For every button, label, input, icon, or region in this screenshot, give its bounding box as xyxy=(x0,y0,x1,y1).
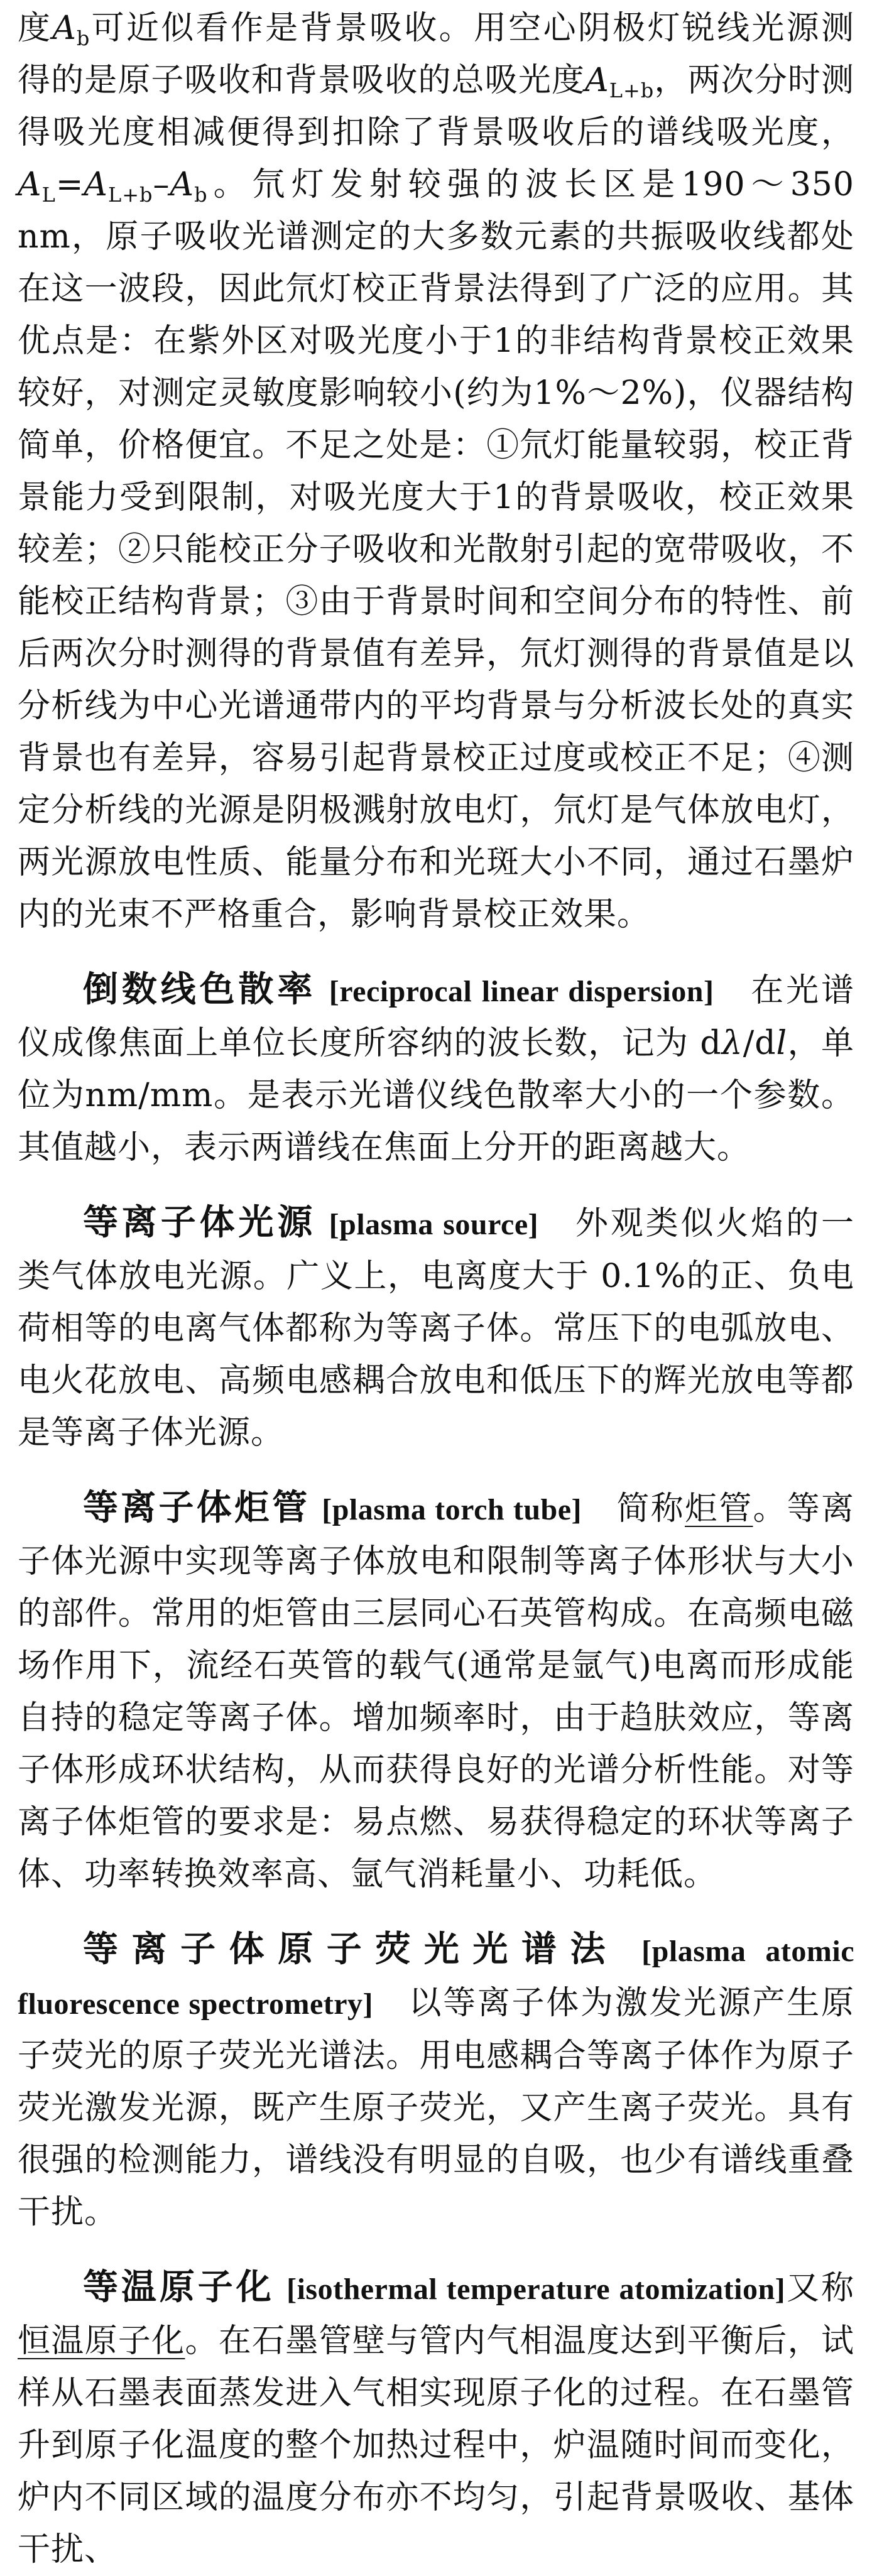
entry-term: 等温原子化 xyxy=(83,2267,275,2308)
entry-text xyxy=(18,964,854,1174)
subscript-L-plus-b: L+b xyxy=(609,79,655,102)
symbol-A: A xyxy=(585,62,609,99)
subscript-b: b xyxy=(76,26,90,50)
symbol-A: A xyxy=(18,166,42,204)
equals-sign: = xyxy=(55,166,84,204)
entry-text xyxy=(18,1482,854,1901)
symbol-A: A xyxy=(170,166,195,204)
symbol-A: A xyxy=(52,9,77,47)
minus-sign: – xyxy=(153,166,170,204)
cross-reference-link[interactable]: 炬管 xyxy=(685,1490,753,1528)
entry-english: [reciprocal linear dispersion] xyxy=(329,975,714,1008)
entry-body: ，单位为nm/mm。是表示光谱仪线色散率大小的一个参数。其值越小，表示两谱线在焦面上分开的距离越大。 xyxy=(18,1024,854,1166)
entry-text xyxy=(18,1197,854,1459)
entry-english: [plasma atomic fluorescence spectrometry] xyxy=(18,1935,855,2021)
entry-term: 等离子体原子荧光光谱法 xyxy=(83,1929,619,1970)
entry-english: [isothermal temperature atomization] xyxy=(286,2273,786,2306)
entry-body: 简称 xyxy=(616,1490,685,1528)
entry-body: 以等离子体为激发光源产生原子荧光的原子荧光光谱法。用电感耦合等离子体作为原子荧光激发光源，既产生原子荧光，又产生离子荧光。具有很强的检测能力，谱线没有明显的自吸，也少有谱线重叠干扰。 xyxy=(18,1984,854,2231)
symbol-l: l xyxy=(776,1024,788,1062)
entry-plasma-torch-tube xyxy=(18,1482,854,1901)
dictionary-page xyxy=(0,3,872,2568)
cross-reference-link[interactable]: 恒温原子化 xyxy=(18,2322,185,2360)
text-fragment: ，两次分时测得吸光度相减便得到扣除了背景吸收后的谱线吸光度， xyxy=(18,62,854,151)
entry-english: [plasma source] xyxy=(329,1208,539,1241)
text-fragment: 度 xyxy=(18,9,53,47)
entry-plasma-atomic-fluorescence xyxy=(18,1923,854,2239)
entry-text xyxy=(18,1923,854,2239)
entry-body: 外观类似火焰的一类气体放电光源。广义上，电离度大于 0.1%的正、负电荷相等的电离气体都称为等离子体。常压下的电弧放电、电火花放电、高频电感耦合放电和低压下的辉光放电等都是等离子体光源。 xyxy=(18,1205,854,1452)
entry-term: 等离子体光源 xyxy=(83,1202,317,1243)
entry-body: 。在石墨管壁与管内气相温度达到平衡后，试样从石墨表面蒸发进入气相实现原子化的过程。在石墨管升到原子化温度的整个加热过程中，炉温随时间而变化，炉内不同区域的温度分布亦不均匀，引起背景吸收、基体干扰、 xyxy=(18,2322,854,2568)
text-fragment: /d xyxy=(743,1024,777,1062)
subscript-L-plus-b: L+b xyxy=(107,183,153,207)
entry-isothermal-atomization xyxy=(18,2261,854,2576)
entry-term: 等离子体炬管 xyxy=(83,1487,310,1528)
symbol-A: A xyxy=(84,166,108,204)
symbol-lambda: λ xyxy=(721,1024,743,1062)
subscript-b: b xyxy=(194,183,208,207)
subscript-L: L xyxy=(41,183,56,207)
entry-body: 在光谱仪成像焦面上单位长度所容纳的波长数，记为 d xyxy=(18,972,854,1062)
entry-body: 。等离子体光源中实现等离子体放电和限制等离子体形状与大小的部件。常用的炬管由三层同心石英管构成。在高频电磁场作用下，流经石英管的载气(通常是氩气)电离而形成能自持的稳定等离子体。增加频率时，由于趋肤效应，等离子体形成环状结构，从而获得良好的光谱分析性能。对等离子体炬管的要求是：易点燃、易获得稳定的环状等离子体、功率转换效率高、氩气消耗量小、功耗低。 xyxy=(18,1490,855,1893)
entry-reciprocal-linear-dispersion xyxy=(18,964,854,1174)
entry-english: [plasma torch tube] xyxy=(322,1493,582,1526)
entry-term: 倒数线色散率 xyxy=(83,969,317,1010)
text-fragment: 可近似看作是背景吸收。用空心阴极灯锐线光源测得的是原子吸收和背景吸收的总吸光度 xyxy=(18,9,854,99)
entry-text xyxy=(18,2261,854,2576)
continued-paragraph xyxy=(18,3,854,941)
entry-plasma-source xyxy=(18,1197,854,1459)
entry-body: 又称 xyxy=(785,2269,855,2307)
paragraph-text xyxy=(18,3,854,941)
text-fragment: 氘灯发射较强的波长区是190～350 nm，原子吸收光谱测定的大多数元素的共振吸收线都处在这一波段，因此氘灯校正背景法得到了广泛的应用。其优点是：在紫外区对吸光度小于1的非结构背景校正效果较好，对测定灵敏度影响较小(约为1%～2%)，仪器结构简单，价格便宜。不足之处是：①氘灯能量较弱，校正背景能力受到限制，对吸光度大于1的背景吸收，校正效果较差；②只能校正分子吸收和光散射引起的宽带吸收，不能校正结构背景；③由于背景时间和空间分布的特性、前后两次分时测得的背景值有差异，氘灯测得的背景值是以分析线为中心光谱通带内的平均背景与分析波长处的真实背景也有差异，容易引起背景校正过度或校正不足；④测定分析线的光源是阴极溅射放电灯，氘灯是气体放电灯，两光源放电性质、能量分布和光斑大小不同，通过石墨炉内的光束不严格重合，影响背景校正效果。 xyxy=(18,166,854,933)
period: 。 xyxy=(207,166,253,204)
